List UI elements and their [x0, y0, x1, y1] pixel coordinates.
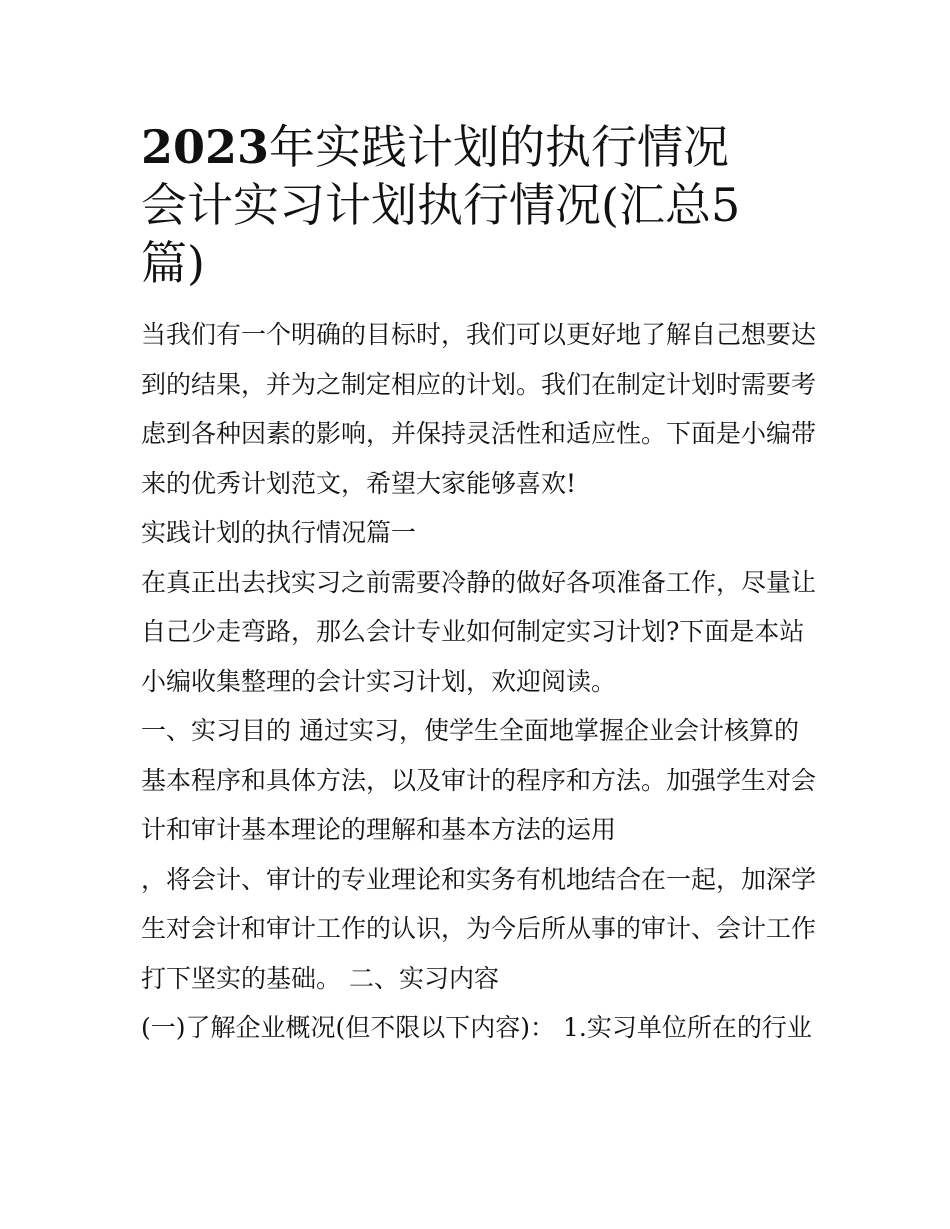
title-rest: 年实践计划的执行情况	[269, 120, 730, 174]
title-year: 2023	[141, 120, 270, 174]
paragraph-line: 打下坚实的基础。 二、实习内容	[141, 963, 499, 993]
paragraph-line: 虑到各种因素的影响，并保持灵活性和适应性。下面是小编带	[141, 419, 817, 448]
paragraph-line: 在真正出去找实习之前需要冷静的做好各项准备工作，尽量让	[141, 567, 817, 597]
title-line-2: 会计实习计划执行情况(汇总5	[141, 178, 741, 232]
paragraph-line: 一、实习目的 通过实习，使学生全面地掌握企业会计核算的	[141, 716, 799, 745]
paragraph-line: 来的优秀计划范文，希望大家能够喜欢!	[141, 468, 577, 498]
title-line-1	[141, 118, 821, 176]
paragraph-line: 生对会计和审计工作的认识，为今后所从事的审计、会计工作	[141, 914, 817, 943]
paragraph-line: 到的结果，并为之制定相应的计划。我们在制定计划时需要考	[141, 369, 817, 399]
title-line-3: 篇)	[141, 236, 205, 290]
paragraph-line: 计和审计基本理论的理解和基本方法的运用	[141, 815, 617, 844]
document-body	[141, 310, 821, 1053]
paragraph-line: 基本程序和具体方法，以及审计的程序和方法。加强学生对会	[141, 765, 817, 795]
paragraph-line: 自己少走弯路，那么会计专业如何制定实习计划?下面是本站	[141, 617, 805, 646]
document-content	[141, 118, 821, 1053]
paragraph-line: ，将会计、审计的专业理论和实务有机地结合在一起，加深学	[141, 864, 817, 894]
paragraph-line: (一)了解企业概况(但不限以下内容)： 1.实习单位所在的行业	[141, 1013, 812, 1042]
paragraph-line: 实践计划的执行情况篇一	[141, 518, 417, 547]
document-title	[141, 118, 821, 292]
paragraph-line: 当我们有一个明确的目标时，我们可以更好地了解自己想要达	[141, 320, 817, 349]
paragraph-line: 小编收集整理的会计实习计划，欢迎阅读。	[141, 666, 617, 696]
